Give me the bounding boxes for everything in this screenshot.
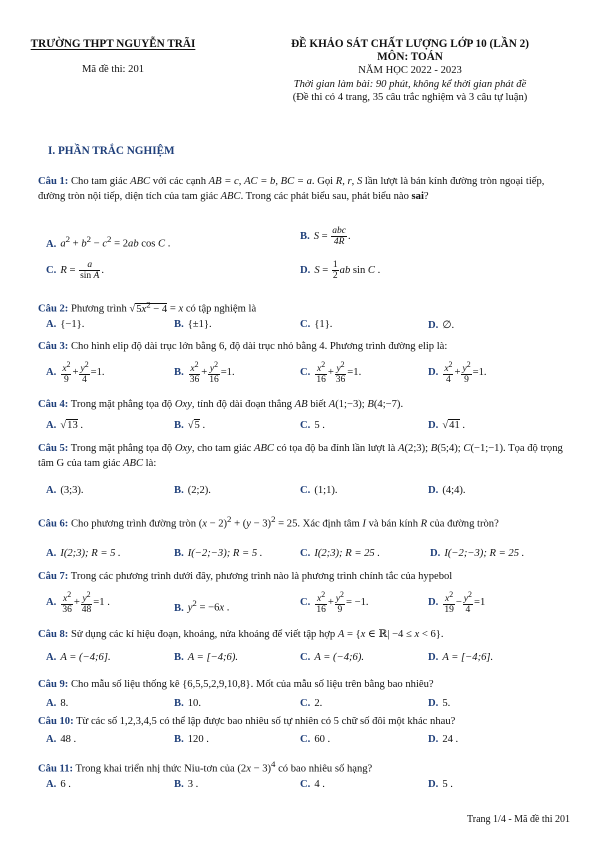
question-8: Câu 8: Sử dụng các kí hiệu đoạn, khoảng, nửa khoảng để viết tập hợp A = {x ∈ ℝ| −4 ≤ x < 6}. bbox=[38, 629, 444, 640]
q10-option-d[interactable]: D. 24 . bbox=[428, 734, 459, 745]
q2-option-c[interactable]: C. {1}. bbox=[300, 319, 333, 330]
exam-title: ĐỀ KHẢO SÁT CHẤT LƯỢNG LỚP 10 (LẦN 2) bbox=[291, 38, 529, 50]
exam-code: Mã đề thi: 201 bbox=[81, 64, 145, 75]
question-7: Câu 7: Trong các phương trình dưới đây, phương trình nào là phương trình chính tắc của hypebol bbox=[38, 571, 453, 582]
q6-option-d[interactable]: D. I(−2;−3); R = 25 . bbox=[430, 548, 525, 559]
q7-option-c[interactable]: C. $\frac{x^2}{16}$ + $\frac{y^2}{9}$ = −1. bbox=[300, 590, 369, 616]
question-4: Câu 4: Trong mặt phẳng tọa độ Oxy, tính độ dài đoạn thẳng AB biết A(1;−3); B(4;−7). bbox=[38, 399, 404, 410]
question-3: Câu 3: Cho hình elip độ dài trục lớn bằng 6, độ dài trục nhỏ bằng 4. Phương trình đường elip là: bbox=[38, 341, 448, 352]
subject: MÔN: TOÁN bbox=[377, 51, 443, 63]
q6-option-b[interactable]: B. I(−2;−3); R = 5 . bbox=[174, 548, 263, 559]
q3-option-b[interactable]: B. $\frac{x^2}{36}$ + $\frac{y^2}{16}$ =1. bbox=[174, 360, 235, 386]
q5-option-a[interactable]: A. (3;3). bbox=[46, 485, 84, 496]
q4-option-b[interactable]: B. √5 . bbox=[174, 420, 206, 431]
q11-option-c[interactable]: C. 4 . bbox=[300, 779, 325, 790]
section-title: I. PHẦN TRẮC NGHIỆM bbox=[48, 145, 175, 157]
q6-option-c[interactable]: C. I(2;3); R = 25 . bbox=[300, 548, 381, 559]
q1-option-a[interactable]: A. $a^2 + b^2 - c^2 = 2ab$ cos C . bbox=[46, 234, 171, 250]
question-6: Câu 6: Cho phương trình đường tròn $(x - 2)^2 + (y - 3)^2 = 25$. Xác định tâm I và bán kính R của đường tròn? bbox=[38, 514, 499, 530]
q1-option-b[interactable]: B. S = $\frac{\text{abc}}{4R}$ . bbox=[300, 226, 351, 247]
q7-option-d[interactable]: D. $\frac{x^2}{19}$ − $\frac{y^2}{4}$ =1 bbox=[428, 590, 486, 616]
q5-option-b[interactable]: B. (2;2). bbox=[174, 485, 211, 496]
q7-option-b[interactable]: B. $y^2 = -6x$ . bbox=[174, 598, 230, 614]
q5-option-c[interactable]: C. (1;1). bbox=[300, 485, 338, 496]
q1-option-d[interactable]: D. S = $\frac{1}{2}$ ab sin C . bbox=[300, 260, 381, 281]
q3-option-d[interactable]: D. $\frac{x^2}{4}$ + $\frac{y^2}{9}$ =1. bbox=[428, 360, 487, 386]
q8-option-b[interactable]: B. A = [−4;6). bbox=[174, 652, 239, 663]
q6-option-a[interactable]: A. I(2;3); R = 5 . bbox=[46, 548, 121, 559]
q9-option-a[interactable]: A. 8. bbox=[46, 698, 69, 709]
q3-option-c[interactable]: C. $\frac{x^2}{16}$ + $\frac{y^2}{36}$ =1. bbox=[300, 360, 362, 386]
q1-option-c[interactable]: C. R = $\frac{a}{\text{sin A}}$ . bbox=[46, 260, 105, 281]
q11-option-b[interactable]: B. 3 . bbox=[174, 779, 199, 790]
page-footer: Trang 1/4 - Mã đề thi 201 bbox=[467, 814, 570, 825]
q2-option-a[interactable]: A. {−1}. bbox=[46, 319, 85, 330]
q8-option-d[interactable]: D. A = [−4;6]. bbox=[428, 652, 494, 663]
q4-option-c[interactable]: C. 5 . bbox=[300, 420, 325, 431]
school-year: NĂM HỌC 2022 - 2023 bbox=[358, 65, 462, 76]
school-name: TRƯỜNG THPT NGUYỄN TRÃI bbox=[30, 38, 196, 50]
q2-option-b[interactable]: B. {±1}. bbox=[174, 319, 212, 330]
q11-option-d[interactable]: D. 5 . bbox=[428, 779, 453, 790]
exam-note: (Đề thi có 4 trang, 35 câu trắc nghiệm và 3 câu tự luận) bbox=[292, 92, 528, 103]
q10-option-c[interactable]: C. 60 . bbox=[300, 734, 331, 745]
exam-time: Thời gian làm bài: 90 phút, không kể thời gian phát đề bbox=[293, 79, 527, 90]
question-10: Câu 10: Từ các số 1,2,3,4,5 có thể lập được bao nhiêu số tự nhiên có 5 chữ số đôi một khác nhau? bbox=[38, 716, 456, 727]
q8-option-a[interactable]: A. A = (−4;6]. bbox=[46, 652, 111, 663]
question-1: Câu 1: Cho tam giác ABC với các cạnh AB = c, AC = b, BC = a. Gọi R, r, S lần lượt là bán kính đường tròn ngoại tiếp, đường tròn nội tiếp, diện tích của tam giác ABC. Trong các phát biểu sau, phát biểu nào sai? bbox=[38, 176, 545, 202]
q11-option-a[interactable]: A. 6 . bbox=[46, 779, 71, 790]
question-11: Câu 11: Trong khai triển nhị thức Niu-tơn của $(2x - 3)^4$ có bao nhiêu số hạng? bbox=[38, 759, 373, 775]
q7-option-a[interactable]: A. $\frac{x^2}{36}$ + $\frac{y^2}{48}$ =1 . bbox=[46, 590, 110, 616]
q4-option-a[interactable]: A. √13 . bbox=[46, 420, 84, 431]
q10-option-a[interactable]: A. 48 . bbox=[46, 734, 77, 745]
q9-option-d[interactable]: D. 5. bbox=[428, 698, 451, 709]
q10-option-b[interactable]: B. 120 . bbox=[174, 734, 209, 745]
q3-option-a[interactable]: A. $\frac{x^2}{9}$ + $\frac{y^2}{4}$ =1. bbox=[46, 360, 105, 386]
q9-option-c[interactable]: C. 2. bbox=[300, 698, 323, 709]
q9-option-b[interactable]: B. 10. bbox=[174, 698, 201, 709]
q8-option-c[interactable]: C. A = (−4;6). bbox=[300, 652, 365, 663]
q5-option-d[interactable]: D. (4;4). bbox=[428, 485, 466, 496]
question-2: Câu 2: Phương trình $√5x^2 - 4 = x$ có tập nghiệm là bbox=[38, 299, 257, 315]
q4-option-d[interactable]: D. √41 . bbox=[428, 420, 466, 431]
q2-option-d[interactable]: D. ∅. bbox=[428, 320, 455, 331]
question-9: Câu 9: Cho mẫu số liệu thống kê {6,5,5,2,9,10,8}. Mốt của mẫu số liệu trên bằng bao nhiêu? bbox=[38, 679, 434, 690]
question-5: Câu 5: Trong mặt phẳng tọa độ Oxy, cho tam giác ABC có tọa độ ba đỉnh lần lượt là A(2;3); B(5;4); C(−1;−1). Tọa độ trọng tâm G của tam giác ABC là: bbox=[38, 443, 563, 469]
